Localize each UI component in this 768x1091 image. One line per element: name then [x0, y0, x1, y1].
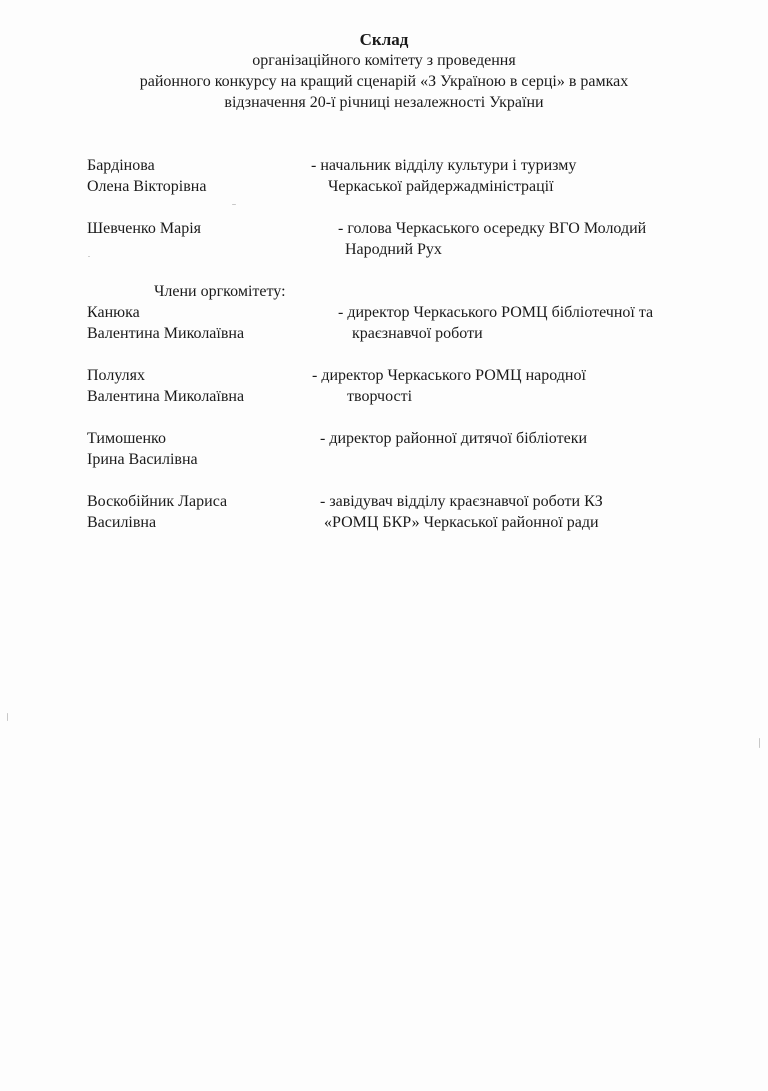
member-given-names: Ірина Василівна	[87, 451, 198, 468]
role-line: - директор районної дитячої бібліотеки	[320, 430, 588, 447]
role-line: - директор Черкаського РОМЦ бібліотечної та	[338, 304, 654, 321]
document-title: Склад	[359, 30, 409, 49]
member-name	[87, 365, 244, 407]
role-line: «РОМЦ БКР» Черкаської районної ради	[324, 514, 599, 531]
member-given-names: Василівна	[87, 514, 157, 531]
member-given-names: Олена Вікторівна	[87, 178, 207, 195]
member-surname: Тимошенко	[87, 430, 167, 447]
member-name	[87, 491, 227, 533]
role-line: краєзнавчої роботи	[352, 325, 483, 342]
scan-speck	[232, 204, 236, 205]
member-role	[311, 155, 576, 197]
member-role	[320, 491, 603, 533]
member-name	[87, 302, 244, 344]
role-line: - завідувач відділу краєзнавчої роботи КЗ	[320, 493, 603, 510]
member-role	[338, 218, 713, 260]
role-line: - директор Черкаського РОМЦ народної	[312, 367, 586, 384]
header-line: відзначення 20-ї річниці незалежності України	[224, 94, 544, 111]
scan-speck	[88, 256, 90, 257]
member-name	[87, 428, 198, 470]
member-role	[338, 302, 713, 344]
members-heading: Члени оргкомітету:	[154, 283, 286, 300]
member-given-names: Валентина Миколаївна	[87, 325, 245, 342]
member-role	[320, 428, 587, 449]
role-line: Народний Рух	[345, 241, 442, 258]
member-surname: Бардінова	[87, 157, 155, 174]
scan-speck	[759, 738, 760, 748]
member-name	[87, 155, 206, 197]
member-given-names: Валентина Миколаївна	[87, 388, 245, 405]
role-line: Черкаської райдержадміністрації	[328, 178, 554, 195]
role-line: - начальник відділу культури і туризму	[311, 157, 577, 174]
member-name	[87, 218, 201, 239]
document-header	[0, 29, 768, 113]
member-surname: Полулях	[87, 367, 145, 384]
member-role	[312, 365, 586, 407]
member-surname: Шевченко Марія	[87, 220, 201, 237]
header-line: районного конкурсу на кращий сценарій «З Україною в серці» в рамках	[139, 73, 629, 90]
member-surname: Воскобійник Лариса	[87, 493, 228, 510]
header-line: організаційного комітету з проведення	[252, 52, 516, 69]
role-line: творчості	[347, 388, 413, 405]
member-surname: Канюка	[87, 304, 140, 321]
role-line: - голова Черкаського осередку ВГО Молодий	[338, 220, 647, 237]
scan-speck	[7, 713, 8, 721]
